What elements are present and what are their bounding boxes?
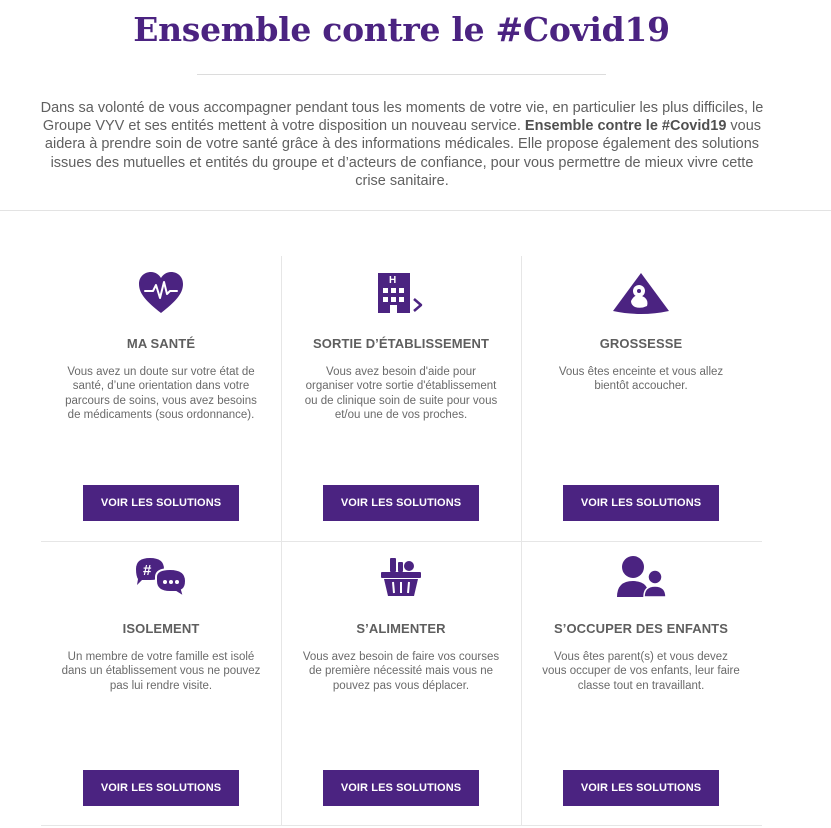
card-description: Vous êtes enceinte et vous allez bientôt accoucher. <box>558 366 724 393</box>
see-solutions-button[interactable]: VOIR LES SOLUTIONS <box>83 485 239 521</box>
hospital-exit-icon <box>281 270 521 316</box>
card-s-occuper-des-enfants <box>521 541 761 826</box>
see-solutions-button[interactable]: VOIR LES SOLUTIONS <box>323 770 479 806</box>
card-s-alimenter <box>281 541 521 826</box>
card-title: GROSSESSE <box>599 336 683 351</box>
card-description: Vous êtes parent(s) et vous devez vous occuper de vos enfants, leur faire classe tout en travaillant. <box>542 651 740 692</box>
ultrasound-baby-icon <box>521 270 761 316</box>
page-title: Ensemble contre le #Covid19 <box>133 10 670 49</box>
svg-text:#: # <box>143 562 152 579</box>
heart-pulse-icon <box>41 270 281 316</box>
parent-child-icon <box>521 554 761 600</box>
card-description: Vous avez besoin de faire vos courses de première nécessité mais vous ne pouvez pas vous déplacer. <box>302 651 500 692</box>
intro-text-end: vous aidera à prendre soin de votre santé grâce à des informations médicales. Elle propose également des solutions issues des mutuelles et entités du groupe et d’acteurs de confiance, pour vous permettre de mieux vivre cette crise sanitaire. <box>44 118 762 189</box>
card-sortie-etablissement <box>281 256 521 541</box>
card-title: S’OCCUPER DES ENFANTS <box>553 621 728 636</box>
see-solutions-button[interactable]: VOIR LES SOLUTIONS <box>323 485 479 521</box>
intro-text-start: Dans sa volonté de vous accompagner pendant tous les moments de votre vie, en particulier les plus difficiles, le Groupe VYV et ses entités mettent à votre disposition un nouveau service. <box>40 100 764 135</box>
see-solutions-button[interactable]: VOIR LES SOLUTIONS <box>83 770 239 806</box>
card-title: MA SANTÉ <box>126 336 196 351</box>
section-divider <box>0 210 831 211</box>
card-description: Vous avez un doute sur votre état de santé, d’une orientation dans votre parcours de soins, vous avez besoins de médicaments (sous ordonnance). <box>65 366 257 422</box>
card-ma-sante <box>41 256 281 541</box>
card-grossesse <box>521 256 761 541</box>
card-title: S’ALIMENTER <box>356 621 446 636</box>
title-divider <box>197 74 606 75</box>
see-solutions-button[interactable]: VOIR LES SOLUTIONS <box>563 485 719 521</box>
card-title: ISOLEMENT <box>122 621 200 636</box>
card-description: Vous avez besoin d'aide pour organiser votre sortie d'établissement ou de clinique soin de suite pour vous et/ou une de vos proches. <box>304 366 498 422</box>
chat-bubbles-icon <box>41 554 281 600</box>
see-solutions-button[interactable]: VOIR LES SOLUTIONS <box>563 770 719 806</box>
card-description: Un membre de votre famille est isolé dans un établissement vous ne pouvez pas lui rendre visite. <box>61 651 261 692</box>
intro-paragraph <box>40 99 764 190</box>
solutions-grid <box>41 256 762 826</box>
card-title: SORTIE D’ÉTABLISSEMENT <box>312 336 490 351</box>
card-isolement <box>41 541 281 826</box>
intro-text-bold: Ensemble contre le #Covid19 <box>524 118 727 135</box>
grocery-basket-icon <box>281 554 521 600</box>
svg-text:H: H <box>389 275 397 286</box>
